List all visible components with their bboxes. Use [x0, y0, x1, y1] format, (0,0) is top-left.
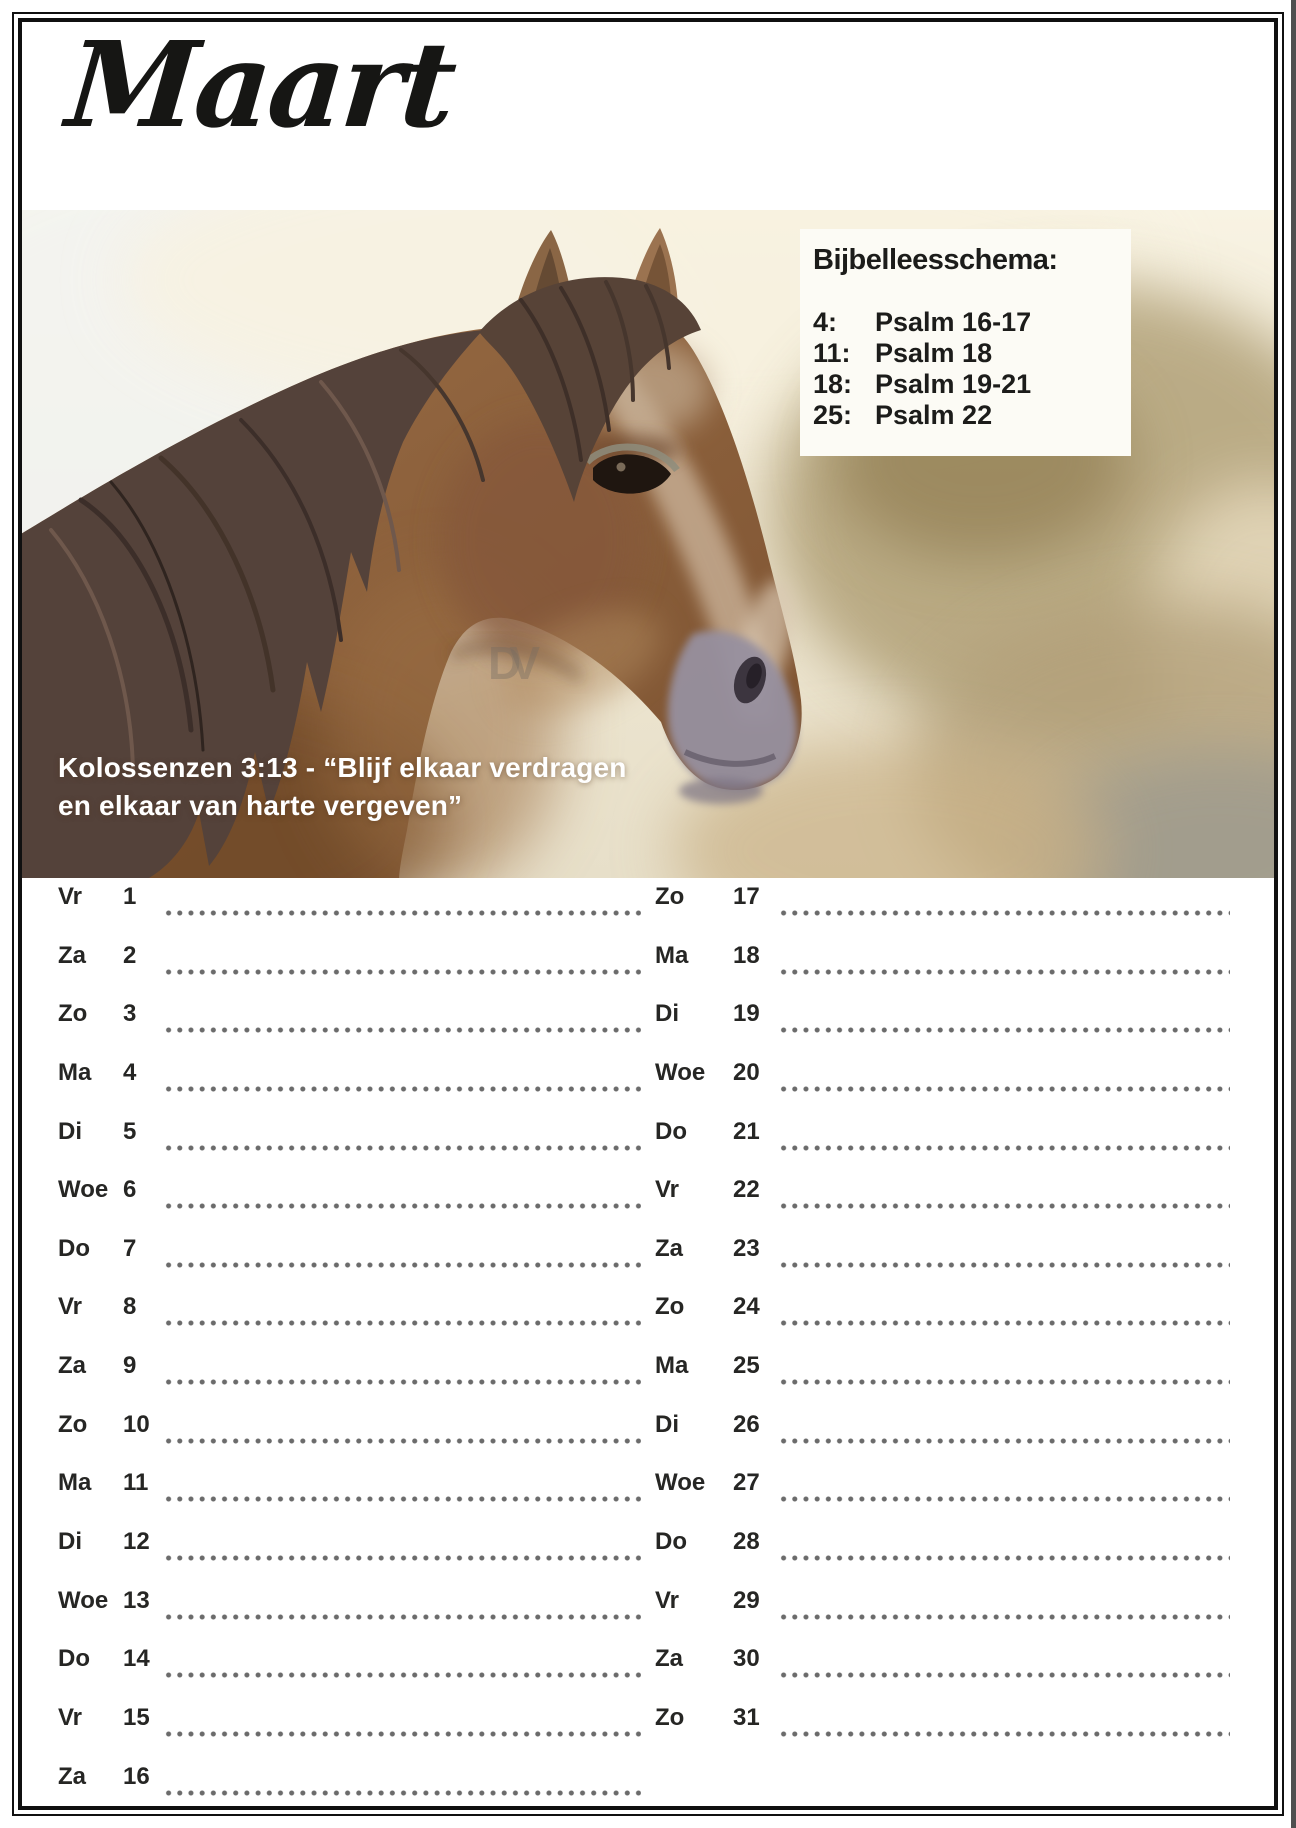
day-label: Do: [655, 1528, 687, 1556]
entry-dotted-line: [163, 1086, 641, 1092]
date-number: 30: [733, 1645, 760, 1673]
calendar-column-left: [58, 884, 658, 1822]
day-label: Ma: [58, 1469, 92, 1497]
entry-dotted-line: [163, 1438, 641, 1444]
date-number: 21: [733, 1117, 760, 1145]
entry-dotted-line: [778, 1145, 1230, 1151]
entry-dotted-line: [778, 1614, 1230, 1620]
date-number: 20: [733, 1058, 760, 1086]
day-label: Ma: [655, 1352, 689, 1380]
calendar-row: [655, 1294, 1255, 1353]
entry-dotted-line: [778, 1496, 1230, 1502]
entry-dotted-line: [163, 1731, 641, 1737]
day-label: Vr: [655, 1586, 680, 1614]
day-label: Zo: [58, 1410, 88, 1438]
plan-entry-reading: Psalm 22: [875, 400, 993, 430]
reading-plan-entry: [813, 338, 1121, 369]
day-label: Vr: [58, 883, 83, 910]
calendar-row: [655, 1236, 1255, 1295]
entry-dotted-line: [778, 1203, 1230, 1209]
reading-plan-entry: [813, 400, 1121, 431]
calendar-row: [58, 1412, 658, 1471]
entry-dotted-line: [778, 1320, 1230, 1326]
day-label: Woe: [58, 1176, 109, 1204]
plan-entry-day: 11:: [813, 338, 851, 368]
entry-dotted-line: [778, 1262, 1230, 1268]
entry-dotted-line: [163, 969, 641, 975]
calendar-row: [58, 1294, 658, 1353]
day-label: Za: [58, 1352, 87, 1380]
date-number: 19: [733, 1000, 760, 1028]
entry-dotted-line: [778, 1379, 1230, 1385]
calendar-row: [655, 1470, 1255, 1529]
reading-plan-entry: [813, 369, 1121, 400]
entry-dotted-line: [778, 1438, 1230, 1444]
date-number: 1: [123, 883, 137, 910]
plan-entry-reading: Psalm 18: [875, 338, 993, 368]
entry-dotted-line: [778, 1555, 1230, 1561]
day-label: Za: [655, 1645, 684, 1673]
calendar-row: [58, 1588, 658, 1647]
calendar-row: [58, 943, 658, 1002]
plan-entry-reading: Psalm 19-21: [875, 369, 1032, 399]
calendar-row: [58, 1529, 658, 1588]
plan-entry-day: 18:: [813, 369, 853, 399]
date-number: 12: [123, 1528, 150, 1556]
entry-dotted-line: [163, 1790, 641, 1796]
date-number: 28: [733, 1528, 760, 1556]
bible-reading-plan: [800, 229, 1131, 456]
date-number: 16: [123, 1762, 150, 1790]
entry-dotted-line: [163, 1614, 641, 1620]
date-number: 27: [733, 1469, 760, 1497]
day-label: Zo: [655, 883, 685, 910]
day-label: Vr: [58, 1703, 83, 1731]
date-number: 4: [123, 1058, 137, 1086]
date-number: 23: [733, 1234, 760, 1262]
calendar-row: [58, 1705, 658, 1764]
entry-dotted-line: [778, 1086, 1230, 1092]
calendar-row: [58, 1646, 658, 1705]
calendar-row: [655, 1412, 1255, 1471]
date-number: 26: [733, 1410, 760, 1438]
day-label: Di: [655, 1000, 679, 1028]
date-number: 7: [123, 1234, 137, 1262]
date-number: 8: [123, 1293, 137, 1321]
date-number: 10: [123, 1410, 150, 1438]
entry-dotted-line: [778, 1731, 1230, 1737]
calendar-row: [58, 1353, 658, 1412]
entry-dotted-line: [163, 1379, 641, 1385]
reading-plan-entry: [813, 307, 1121, 338]
day-label: Zo: [655, 1293, 685, 1321]
day-label: Ma: [655, 941, 689, 969]
calendar-row: [655, 1119, 1255, 1178]
calendar-row: [655, 943, 1255, 1002]
day-label: Zo: [655, 1703, 685, 1731]
reading-plan-list: [813, 307, 1121, 431]
entry-dotted-line: [163, 1555, 641, 1561]
calendar-row: [58, 1119, 658, 1178]
day-label: Vr: [58, 1293, 83, 1321]
reading-plan-title: Bijbelleesschema:: [813, 244, 1058, 276]
entry-dotted-line: [163, 1203, 641, 1209]
month-title: Maart: [61, 15, 460, 154]
entry-dotted-line: [778, 969, 1230, 975]
calendar-row: [655, 1588, 1255, 1647]
day-label: Di: [58, 1117, 82, 1145]
date-number: 2: [123, 941, 137, 969]
entry-dotted-line: [163, 1145, 641, 1151]
verse-line-2: en elkaar van harte vergeven”: [58, 790, 463, 821]
day-label: Vr: [655, 1176, 680, 1204]
day-label: Do: [58, 1645, 90, 1673]
calendar-row: [58, 1764, 658, 1823]
date-number: 18: [733, 941, 760, 969]
day-label: Woe: [58, 1586, 109, 1614]
entry-dotted-line: [163, 1496, 641, 1502]
entry-dotted-line: [163, 1672, 641, 1678]
date-number: 6: [123, 1176, 137, 1204]
date-number: 31: [733, 1703, 760, 1731]
plan-entry-day: 25:: [813, 400, 853, 430]
day-label: Di: [58, 1528, 82, 1556]
date-number: 15: [123, 1703, 150, 1731]
date-number: 13: [123, 1586, 150, 1614]
date-number: 11: [123, 1469, 149, 1497]
day-label: Woe: [655, 1469, 706, 1497]
bible-verse: [58, 749, 627, 825]
calendar-row: [58, 884, 658, 943]
date-number: 17: [733, 883, 760, 910]
calendar-row: [58, 1001, 658, 1060]
date-number: 14: [123, 1645, 150, 1673]
day-label: Za: [58, 1762, 87, 1790]
entry-dotted-line: [163, 910, 641, 916]
date-number: 3: [123, 1000, 137, 1028]
calendar-row: [58, 1236, 658, 1295]
calendar-row: [655, 1177, 1255, 1236]
calendar-row: [655, 1529, 1255, 1588]
calendar-row: [655, 1001, 1255, 1060]
date-number: 25: [733, 1352, 760, 1380]
calendar-row: [655, 884, 1255, 943]
calendar-row: [58, 1177, 658, 1236]
day-label: Woe: [655, 1058, 706, 1086]
artist-watermark: DV: [488, 637, 528, 689]
plan-entry-day: 4:: [813, 307, 838, 337]
day-label: Do: [655, 1117, 687, 1145]
entry-dotted-line: [163, 1262, 641, 1268]
entry-dotted-line: [778, 1672, 1230, 1678]
calendar-row: [655, 1353, 1255, 1412]
page-edge-shadow: [1291, 0, 1296, 1828]
entry-dotted-line: [163, 1027, 641, 1033]
calendar-column-right: [655, 884, 1255, 1764]
date-number: 5: [123, 1117, 137, 1145]
date-number: 24: [733, 1293, 760, 1321]
entry-dotted-line: [778, 1027, 1230, 1033]
calendar-row: [58, 1470, 658, 1529]
plan-entry-reading: Psalm 16-17: [875, 307, 1032, 337]
day-label: Do: [58, 1234, 90, 1262]
entry-dotted-line: [163, 1320, 641, 1326]
calendar-row: [655, 1705, 1255, 1764]
calendar-row: [655, 1646, 1255, 1705]
date-number: 29: [733, 1586, 760, 1614]
verse-line-1: Kolossenzen 3:13 - “Blijf elkaar verdragen: [58, 752, 627, 783]
day-label: Za: [58, 941, 87, 969]
day-label: Di: [655, 1410, 679, 1438]
entry-dotted-line: [778, 910, 1230, 916]
day-label: Za: [655, 1234, 684, 1262]
date-number: 22: [733, 1176, 760, 1204]
calendar-row: [58, 1060, 658, 1119]
day-label: Ma: [58, 1058, 92, 1086]
calendar-row: [655, 1060, 1255, 1119]
date-number: 9: [123, 1352, 137, 1380]
day-label: Zo: [58, 1000, 88, 1028]
